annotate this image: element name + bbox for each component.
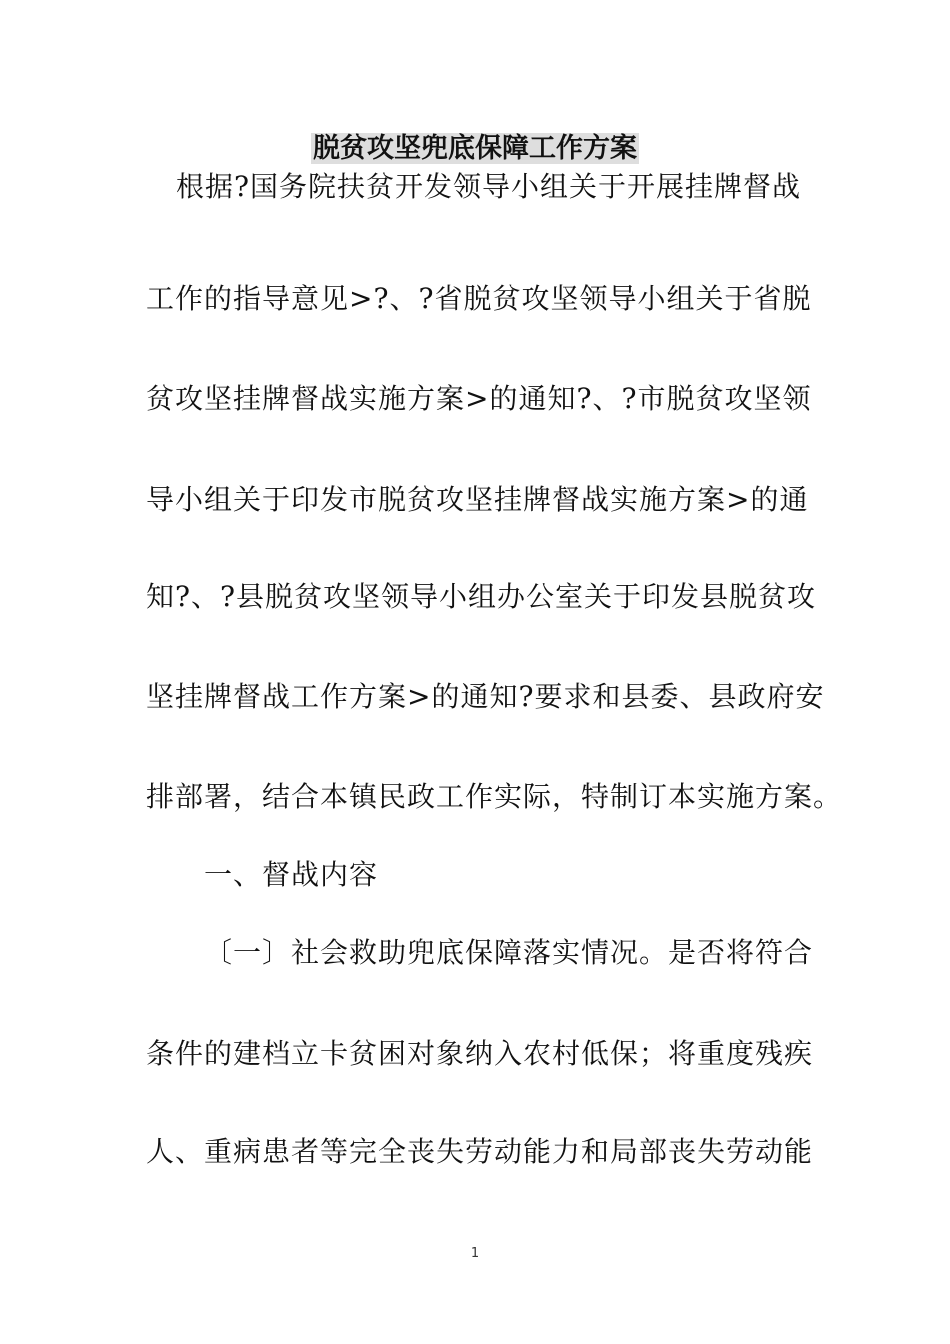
body-line-5: 知?、?县脱贫攻坚领导小组办公室关于印发县脱贫攻 [146,580,817,613]
body-line-10: 条件的建档立卡贫困对象纳入农村低保；将重度残疾 [146,1037,814,1070]
body-line-11: 人、重病患者等完全丧失劳动能力和局部丧失劳动能 [146,1135,814,1168]
page-number: 1 [470,1246,480,1261]
body-line-2: 工作的指导意见>?、?省脱贫攻坚领导小组关于省脱 [146,282,812,315]
body-line-3: 贫攻坚挂牌督战实施方案>的通知?、?市脱贫攻坚领 [146,382,812,415]
body-line-6: 坚挂牌督战工作方案>的通知?要求和县委、县政府安 [146,680,825,713]
body-line-7: 排部署，结合本镇民政工作实际，特制订本实施方案。 [146,780,843,813]
body-line-9: 〔一〕社会救助兜底保障落实情况。是否将符合 [204,936,814,969]
document-title [0,126,950,172]
body-line-4: 导小组关于印发市脱贫攻坚挂牌督战实施方案>的通 [146,483,809,516]
body-line-1: 根据?国务院扶贫开发领导小组关于开展挂牌督战 [176,170,802,203]
section-heading: 一、督战内容 [204,858,379,891]
document-title-text: 脱贫攻坚兜底保障工作方案 [313,133,637,164]
